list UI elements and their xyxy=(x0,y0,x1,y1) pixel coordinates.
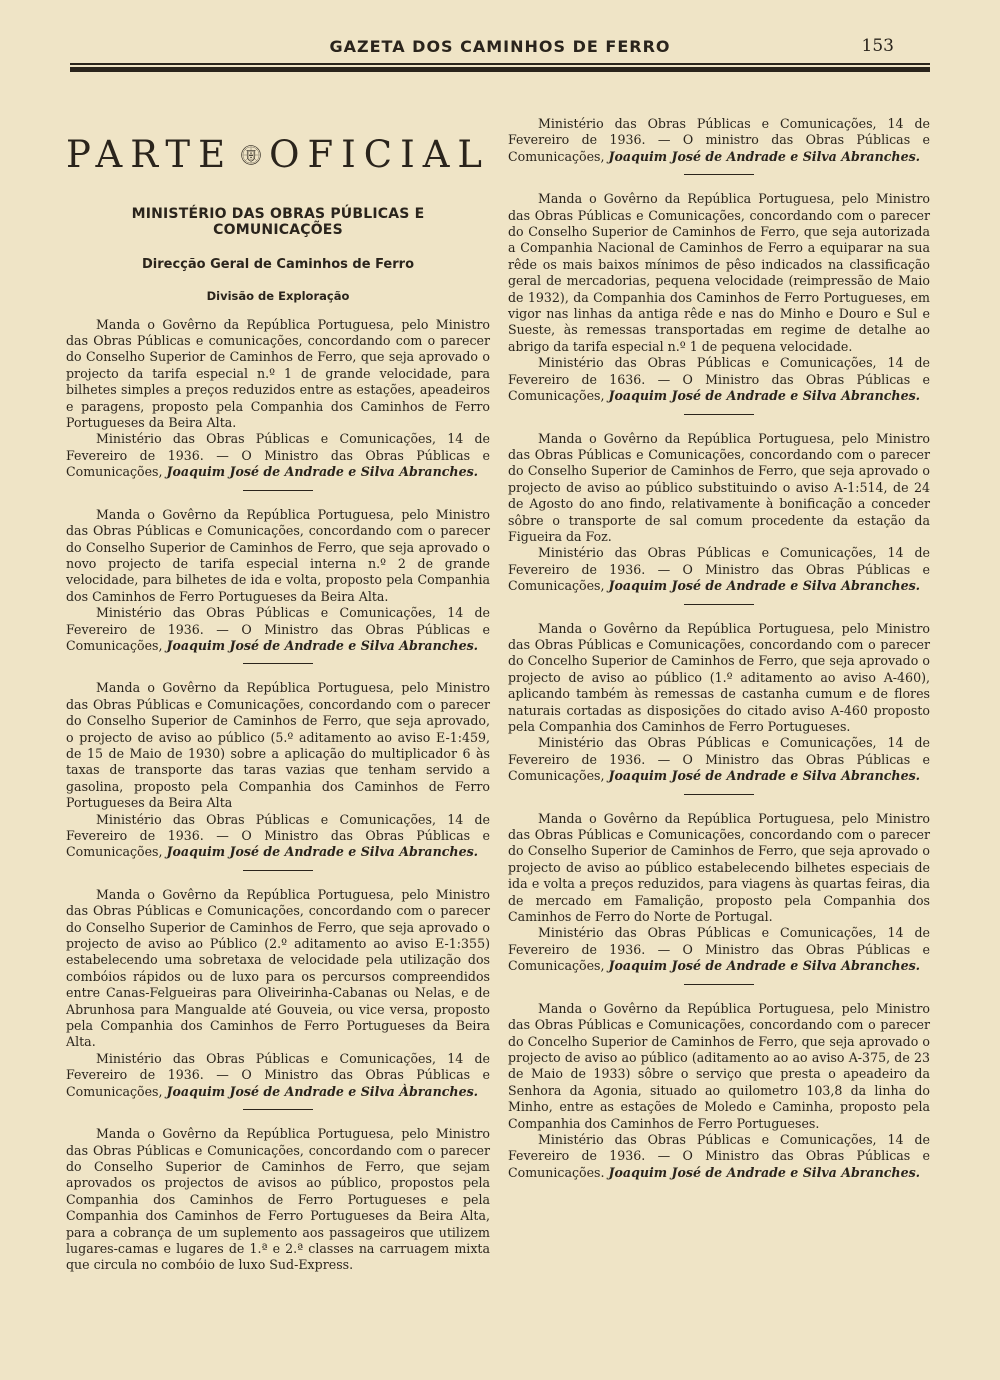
decree-signature xyxy=(508,355,930,404)
decree-body: Manda o Govêrno da República Portuguesa, pelo Ministro das Obras Públicas e Comunicações, concordando com o parecer do Conselho Superior de Caminhos de Ferro, que seja aprovado o novo projecto de tarifa especial interna n.º 2 de grande velocidade, para bilhetes de ida e volta, proposto pela Companhia dos Caminhos de Ferro Portugueses da Beira Alta. xyxy=(66,506,490,604)
decree-body: Manda o Govêrno da República Portuguesa, pelo Ministro das Obras Públicas e Comunicações, concordando com o parecer do Conselho Superior de Caminhos de Ferro, que seja aprovado, o projecto de aviso ao público (5.º aditamento ao aviso E-1:459, de 15 de Maio de 1930) sobre a aplicação do multiplicador 6 às taxas de transporte das taras vazias que tenham servido a gasolina, proposto pela Companhia dos Caminhos de Ferro Portugueses da Beira Alta xyxy=(66,680,490,811)
signer-name: Joaquim José de Andrade e Silva Abranches. xyxy=(166,844,479,860)
signer-name: Joaquim José de Andrade e Silva Abranches. xyxy=(608,148,921,164)
decree-signature xyxy=(508,735,930,784)
signature-text: Ministério das Obras Públicas e Comunicações, 14 de Fevereiro de 1936. — O Ministro das Obras Públicas e Comunicações. xyxy=(508,1131,930,1180)
left-column xyxy=(66,116,490,1274)
decree-separator xyxy=(243,1109,313,1110)
decree-separator xyxy=(243,663,313,664)
decree-body: Manda o Govêrno da República Portuguesa, pelo Ministro das Obras Públicas e Comunicações, concordando com o parecer do Concelho Superior de Caminhos de Ferro, que seja aprovado o projecto de aviso ao público (1.º aditamento ao aviso A-460), aplicando também às remessas de castanha cumum e de flores naturais cortadas as disposições do citado aviso A-460 proposto pela Companhia dos Caminhos de Ferro Portugueses. xyxy=(508,620,930,734)
signer-name: Joaquim José de Andrade e Silva Abranches. xyxy=(166,464,479,480)
signer-name: Joaquim José de Andrade e Silva Àbranches. xyxy=(166,1083,479,1099)
signature-text: Ministério das Obras Públicas e Comunicações, 14 de Fevereiro de 1936. — O Ministro das Obras Públicas e Comunicações, xyxy=(508,925,930,974)
ministry-heading: MINISTÉRIO DAS OBRAS PÚBLICAS E COMUNICAÇÕES xyxy=(131,206,425,239)
signature-text: Ministério das Obras Públicas e Comunicações, 14 de Fevereiro de 1936. — O Ministro das Obras Públicas e Comunicações, xyxy=(508,735,930,784)
decree-body: Manda o Govêrno da República Portuguesa, pelo Ministro das Obras Públicas e Comunicações, concordando com o parecer do Conselho Superior de Caminhos de Ferro, que sejam aprovados os projectos de avisos ao público, propostos pela Companhia dos Caminhos de Ferro Portugueses e pela Companhia dos Caminhos de Ferro Portugueses da Beira Alta, para a cobrança de um suplemento aos passageiros que utilizem lugares-camas e lugares de 1.ª e 2.ª classes na carruagem mixta que circula no combóio de luxo Sud-Express. xyxy=(66,1126,490,1273)
decree-body: Manda o Govêrno da República Portuguesa, pelo Ministro das Obras Públicas e Comunicações, concordando com o parecer do Conselho Superior de Caminhos de Ferro, que seja aprovado o projecto de aviso ao Público (2.º aditamento ao aviso E-1:355) estabelecendo uma sobretaxa de velocidade pela utilização dos combóios rápidos ou de luxo para os percursos compreendidos entre Canas-Felgueiras para Oliveirinha-Cabanas ou Nelas, e de Abrunhosa para Mangualde até Gouveia, ou vice versa, proposto pela Companhia dos Caminhos de Ferro Portugueses da Beira Alta. xyxy=(66,886,490,1050)
decree-separator xyxy=(684,604,754,605)
decree xyxy=(508,621,930,785)
right-column xyxy=(508,116,930,1181)
decree-separator xyxy=(684,414,754,415)
signer-name: Joaquim José de Andrade e Silva Abranches. xyxy=(608,958,921,974)
decree-separator xyxy=(243,490,313,491)
direction-heading: Direcção Geral de Caminhos de Ferro xyxy=(141,256,414,272)
decree-signature xyxy=(508,1132,930,1181)
signer-name: Joaquim José de Andrade e Silva Abranches. xyxy=(608,1164,921,1180)
decree xyxy=(508,431,930,595)
decree xyxy=(66,680,490,860)
page-number: 153 xyxy=(861,36,894,56)
decree-continuation xyxy=(508,116,930,165)
signer-name: Joaquim José de Andrade e Silva Abranches. xyxy=(608,578,921,594)
signature-text: Ministério das Obras Públicas e Comunicações, 14 de Fevereiro de 1936. — O Ministro das Obras Públicas e Comunicações, xyxy=(66,605,490,653)
decree xyxy=(508,191,930,404)
decree-signature xyxy=(66,1051,490,1100)
decree-signature xyxy=(508,116,930,165)
signature-text: Ministério das Obras Públicas e Comunicações, 14 de Fevereiro de 1936. — O Ministro das Obras Públicas e Comunicações, xyxy=(66,811,490,860)
header-rule-thin xyxy=(70,63,930,65)
section-masthead xyxy=(66,116,490,194)
signature-text: Ministério das Obras Públicas e Comunicações, 14 de Fevereiro de 1636. — O Ministro das Obras Públicas e Comunicações, xyxy=(508,355,930,404)
decree-signature xyxy=(508,545,930,594)
decree xyxy=(508,1001,930,1181)
division-heading: Divisão de Exploração xyxy=(206,289,350,304)
masthead-right-word: OFICIAL xyxy=(269,132,490,176)
decree-body: Manda o Govêrno da República Portuguesa, pelo Ministro das Obras Públicas e Comunicações, concordando com o parecer do Conselho Superior de Caminhos de Ferro, que seja aprovado o projecto de aviso ao público substituindo o aviso A-1:514, de 24 de Agosto do ano findo, relativamente à bonificação a conceder sôbre o transporte de sal comum procedente da estação da Figueira da Foz. xyxy=(508,430,930,544)
decree-body: Manda o Govêrno da República Portuguesa, pelo Ministro das Obras Públicas e comunicações, concordando com o parecer do Conselho Superior de Caminhos de Ferro, que seja aprovado o projecto da tarifa especial n.º 1 de grande velocidade, para bilhetes simples a preços reduzidos entre as estações, apeadeiros e paragens, proposto pela Companhia dos Caminhos de Ferro Portugueses da Beira Alta. xyxy=(66,316,490,431)
signature-text: Ministério das Obras Públicas e Comunicações, 14 de Fevereiro de 1936. — O Ministro das Obras Públicas e Comunicações, xyxy=(66,1050,490,1099)
decree-body: Manda o Govêrno da República Portuguesa, pelo Ministro das Obras Públicas e Comunicações, concordando com o parecer do Conselho Superior de Caminhos de Ferro, que seja autorizada a Companhia Nacional de Caminhos de Ferro a equiparar na sua rêde os mais baixos mínimos de pêso indicados na classificação geral de mercadorias, pequena velocidade (reimpressão de Maio de 1932), da Companhia dos Caminhos de Ferro Portugueses, em vigor nas linhas da antiga rêde e nas do Minho e Douro e Sul e Sueste, às remessas transportadas em regime de detalhe ao abrigo da tarifa especial n.º 1 de pequena velocidade. xyxy=(508,191,930,354)
decree xyxy=(66,317,490,481)
decree-signature xyxy=(66,431,490,480)
signature-text: Ministério das Obras Públicas e Comunicações, 14 de Fevereiro de 1936. — O Ministro das Obras Públicas e Comunicações, xyxy=(508,545,930,594)
signature-text: Ministério das Obras Públicas e Comunicações, 14 de Fevereiro de 1936. — O ministro das Obras Públicas e Comunicações, xyxy=(508,116,930,164)
portuguese-coat-of-arms-icon xyxy=(241,123,261,187)
decree-body: Manda o Govêrno da República Portuguesa, pelo Ministro das Obras Públicas e Comunicações, concordando com o parecer do Conselho Superior de Caminhos de Ferro, que seja aprovado o projecto de aviso ao público estabelecendo bilhetes especiais de ida e volta a preços reduzidos, para viagens às quartas feiras, dia de mercado em Famalição, proposto pela Companhia dos Caminhos de Ferro do Norte de Portugal. xyxy=(508,810,930,925)
publication-title: GAZETA DOS CAMINHOS DE FERRO xyxy=(329,37,671,56)
decree xyxy=(66,507,490,655)
masthead-left-word: PARTE xyxy=(66,132,234,176)
decree-signature xyxy=(508,925,930,974)
decree-separator xyxy=(684,794,754,795)
decree-separator xyxy=(684,174,754,175)
signature-text: Ministério das Obras Públicas e Comunicações, 14 de Fevereiro de 1936. — O Ministro das Obras Públicas e Comunicações, xyxy=(66,431,490,480)
decree-separator xyxy=(243,870,313,871)
decree-separator xyxy=(684,984,754,985)
decree-signature xyxy=(66,605,490,654)
signer-name: Joaquim José de Andrade e Silva Abranches. xyxy=(608,388,921,404)
decree-body: Manda o Govêrno da República Portuguesa, pelo Ministro das Obras Públicas e Comunicações, concordando com o parecer do Concelho Superior de Caminhos de Ferro, que seja aprovado o projecto de aviso ao público (aditamento ao ao aviso A-375, de 23 de Maio de 1933) sôbre o serviço que presta o apeadeiro da Senhora da Agonia, situado ao quilometro 103,8 da linha do Minho, entre as estações de Moledo e Caminha, proposto pela Companhia dos Caminhos de Ferro Portugueses. xyxy=(508,1000,930,1131)
signer-name: Joaquim José de Andrade e Silva Abranches. xyxy=(608,768,921,784)
decree-signature xyxy=(66,812,490,861)
decree xyxy=(508,811,930,975)
decree xyxy=(66,887,490,1100)
running-header xyxy=(70,34,930,60)
signer-name: Joaquim José de Andrade e Silva Abranches. xyxy=(166,637,479,653)
decree xyxy=(66,1126,490,1274)
header-rule-thick xyxy=(70,67,930,72)
